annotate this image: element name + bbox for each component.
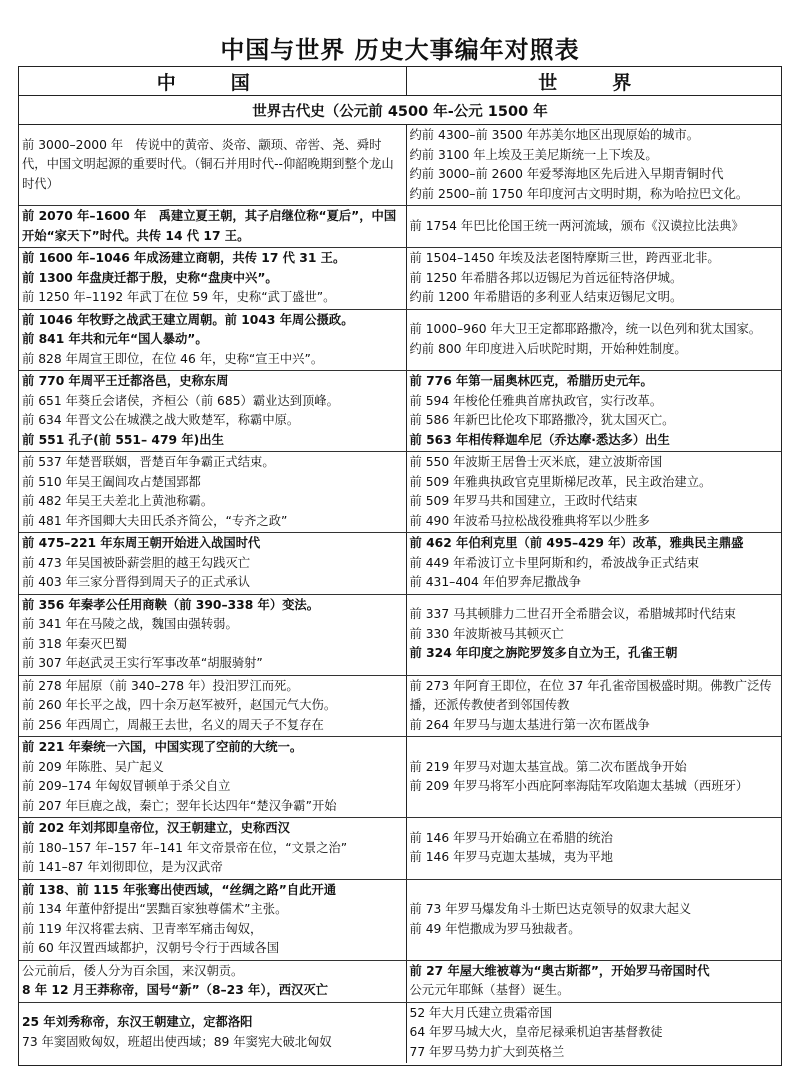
world-event: 约前 3000–前 2600 年爱琴海地区先后进入早期青铜时代 [409,167,724,181]
china-event: 73 年窦固败匈奴，班超出使西域；89 年窦宪大破北匈奴 [22,1034,332,1049]
china-event: 前 537 年楚晋联姻，晋楚百年争霸正式结束。 [22,455,275,469]
world-event: 前 337 马其顿腓力二世召开全希腊会议，希腊城邦时代结束 [409,607,736,622]
timeline-row [19,818,781,880]
timeline-table-frame [18,66,782,1066]
china-event: 前 318 年秦灭巴蜀 [22,636,128,651]
china-event: 前 207 年巨鹿之战，秦亡；翌年长达四年“楚汉争霸”开始 [22,798,337,813]
world-event: 前 490 年波希马拉松战役雅典将军以少胜多 [409,513,650,528]
world-event: 前 1250 年希腊各邦以迈锡尼为首远征特洛伊城。 [409,270,683,285]
china-event: 前 551 孔子(前 551– 479 年)出生 [22,432,224,447]
china-event: 前 256 年西周亡，周赧王去世，名义的周天子不复存在 [22,717,324,732]
world-event: 前 1754 年巴比伦国王统一两河流域，颁布《汉谟拉比法典》 [409,218,744,233]
china-event: 前 221 年秦统一六国，中国实现了空前的大统一。 [22,740,303,754]
china-events-cell [19,533,406,595]
world-event: 约前 2500–前 1750 年印度河古文明时期，称为哈拉巴文化。 [409,186,749,201]
china-event: 前 828 年周宣王即位，在位 46 年，史称“宣王中兴”。 [22,351,324,366]
china-events-cell [19,879,406,960]
timeline-row [19,125,781,206]
china-events-cell [19,1002,406,1063]
world-events-cell [406,594,781,675]
timeline-row [19,737,781,818]
china-events-cell [19,371,406,452]
world-events-cell [406,452,781,533]
world-event: 52 年大月氏建立贵霜帝国 [409,1005,553,1020]
timeline-row [19,1002,781,1063]
china-event: 前 260 年长平之战，四十余万赵军被歼，赵国元气大伤。 [22,698,337,712]
china-event: 前 209–174 年匈奴冒顿单于杀父自立 [22,779,231,793]
china-event: 前 180–157 年–157 年–141 年文帝景帝在位，“文景之治” [22,840,348,855]
china-event: 前 1300 年盘庚迁都于殷，史称“盘庚中兴”。 [22,270,278,285]
china-event: 前 209 年陈胜、吴广起义 [22,759,164,774]
timeline-row [19,960,781,1002]
china-event: 前 475–221 年东周王朝开始进入战国时代 [22,536,261,550]
world-events-cell [406,248,781,310]
china-event: 前 134 年董仲舒提出“罢黜百家独尊儒术”主张。 [22,902,288,916]
world-event: 约前 800 年印度进入后吠陀时期，开始种姓制度。 [409,341,687,356]
china-column-header: 中 国 [19,67,406,96]
china-event: 前 2070 年–1600 年 禹建立夏王朝，其子启继位称“夏后”，中国开始“家天下”时代。共传 14 代 17 王。 [22,209,397,243]
world-events-cell [406,309,781,371]
timeline-row [19,675,781,737]
china-events-cell [19,594,406,675]
world-event: 77 年罗马势力扩大到英格兰 [409,1044,565,1059]
world-events-cell [406,818,781,880]
china-event: 前 510 年吴王阖闾攻占楚国郢都 [22,474,201,489]
world-event: 前 594 年梭伦任雅典首席执政官，实行改革。 [409,393,663,408]
world-event: 前 264 年罗马与迦太基进行第一次布匿战争 [409,717,650,732]
timeline-row [19,594,781,675]
world-event: 前 27 年屋大维被尊为“奥古斯都”，开始罗马帝国时代 [409,963,710,978]
china-event: 前 202 年刘邦即皇帝位，汉王朝建立，史称西汉 [22,821,290,835]
world-events-cell [406,125,781,206]
world-event: 前 324 年印度之旃陀罗笈多自立为王，孔雀王朝 [409,646,678,661]
world-event: 前 449 年希波订立卡里阿斯和约，希波战争正式结束 [409,555,700,570]
world-event: 64 年罗马城大火，皇帝尼禄乘机迫害基督教徒 [409,1025,663,1039]
world-event: 前 431–404 年伯罗奔尼撒战争 [409,575,582,589]
world-event: 约前 1200 年希腊语的多利亚人结束迈锡尼文明。 [409,290,683,304]
timeline-row [19,206,781,248]
era-row [19,96,781,125]
china-event: 前 651 年葵丘会诸侯，齐桓公（前 685）霸业达到顶峰。 [22,393,339,408]
china-event: 前 119 年汉将霍去病、卫青率军痛击匈奴， [22,921,263,936]
china-event: 8 年 12 月王莽称帝，国号“新”（8–23 年），西汉灭亡 [22,983,328,997]
world-events-cell [406,960,781,1002]
china-event: 前 403 年三家分晋得到周天子的正式承认 [22,575,251,589]
page-title: 中国与世界 历史大事编年对照表 [220,36,580,64]
china-event: 前 1600 年–1046 年成汤建立商朝，共传 17 代 31 王。 [22,251,346,265]
world-events-cell [406,675,781,737]
china-event: 前 1046 年牧野之战武王建立周朝。前 1043 年周公摄政。 [22,312,354,327]
world-event: 前 509 年罗马共和国建立，王政时代结束 [409,494,638,508]
china-event: 25 年刘秀称帝，东汉王朝建立，定都洛阳 [22,1015,253,1030]
timeline-table [19,67,781,1063]
world-event: 前 146 年罗马开始确立在希腊的统治 [409,830,613,845]
china-events-cell [19,248,406,310]
world-events-cell [406,1002,781,1063]
world-event: 前 1504–1450 年埃及法老图特摩斯三世，跨西亚北非。 [409,251,720,265]
world-event: 前 550 年波斯王居鲁士灭米底，建立波斯帝国 [409,455,663,469]
china-event: 前 341 年在马陵之战，魏国由强转弱。 [22,617,238,631]
china-event: 前 138、前 115 年张骞出使西域，“丝绸之路”自此开通 [22,882,336,897]
world-event: 前 776 年第一届奥林匹克，希腊历史元年。 [409,374,653,388]
china-event: 前 481 年齐国卿大夫田氏杀齐简公，“专齐之政” [22,513,288,528]
china-events-cell [19,206,406,248]
china-events-cell [19,675,406,737]
timeline-row [19,452,781,533]
china-event: 前 634 年晋文公在城濮之战大败楚军，称霸中原。 [22,413,300,427]
world-column-header: 世 界 [406,67,781,96]
china-event: 前 3000–2000 年 传说中的黄帝、炎帝、颛顼、帝喾、尧、舜时代，中国文明起源的重要时代。（铜石并用时代--仰韶晚期到整个龙山时代） [22,137,394,191]
world-event: 前 462 年伯利克里（前 495–429 年）改革，雅典民主鼎盛 [409,536,744,550]
china-events-cell [19,960,406,1002]
era-heading: 世界古代史（公元前 4500 年-公元 1500 年 [19,96,781,125]
world-event: 前 563 年相传释迦牟尼（乔达摩·悉达多）出生 [409,432,670,447]
china-event: 前 473 年吴国被卧薪尝胆的越王勾践灭亡 [22,555,251,570]
world-events-cell [406,206,781,248]
world-event: 前 146 年罗马克迦太基城，夷为平地 [409,850,613,865]
world-events-cell [406,371,781,452]
world-event: 前 273 年阿育王即位，在位 37 年孔雀帝国极盛时期。佛教广泛传播，还派传教使者到邻国传教 [409,678,772,712]
header-row [19,67,781,96]
world-event: 前 330 年波斯被马其顿灭亡 [409,626,564,641]
world-event: 前 73 年罗马爆发角斗士斯巴达克领导的奴隶大起义 [409,902,692,916]
timeline-row [19,371,781,452]
china-events-cell [19,818,406,880]
china-event: 前 841 年共和元年“国人暴动”。 [22,332,208,346]
world-event: 前 509 年雅典执政官克里斯梯尼改革，民主政治建立。 [409,474,712,489]
china-events-cell [19,125,406,206]
china-event: 前 307 年赵武灵王实行军事改革“胡服骑射” [22,656,263,670]
china-event: 前 356 年秦孝公任用商鞅（前 390–338 年）变法。 [22,597,320,612]
world-event: 公元元年耶稣（基督）诞生。 [409,983,570,997]
china-events-cell [19,452,406,533]
timeline-row [19,533,781,595]
world-event: 前 1000–960 年大卫王定都耶路撒冷，统一以色列和犹太国家。 [409,322,762,337]
timeline-row [19,248,781,310]
china-event: 前 482 年吴王夫差北上黄池称霸。 [22,494,214,508]
china-event: 前 278 年屈原（前 340–278 年）投汨罗江而死。 [22,678,299,693]
world-event: 前 49 年恺撒成为罗马独裁者。 [409,921,581,936]
world-event: 约前 4300–前 3500 年苏美尔地区出现原始的城市。 [409,128,700,142]
world-event: 约前 3100 年上埃及王美尼斯统一上下埃及。 [409,147,658,162]
timeline-row [19,309,781,371]
world-events-cell [406,533,781,595]
china-event: 前 1250 年–1192 年武丁在位 59 年，史称“武丁盛世”。 [22,290,336,304]
world-events-cell [406,737,781,818]
world-event: 前 586 年新巴比伦攻下耶路撒冷，犹太国灭亡。 [409,413,675,427]
world-event: 前 219 年罗马对迦太基宣战。第二次布匿战争开始 [409,759,687,774]
timeline-row [19,879,781,960]
china-event: 前 60 年汉置西域都护，汉朝号令行于西域各国 [22,941,280,955]
china-event: 前 141–87 年刘彻即位，是为汉武帝 [22,860,223,874]
china-event: 公元前后，倭人分为百余国，来汉朝贡。 [22,963,244,978]
world-events-cell [406,879,781,960]
china-events-cell [19,309,406,371]
china-event: 前 770 年周平王迁都洛邑，史称东周 [22,374,229,388]
china-events-cell [19,737,406,818]
world-event: 前 209 年罗马将军小西庇阿率海陆军攻陷迦太基城（西班牙） [409,779,749,793]
